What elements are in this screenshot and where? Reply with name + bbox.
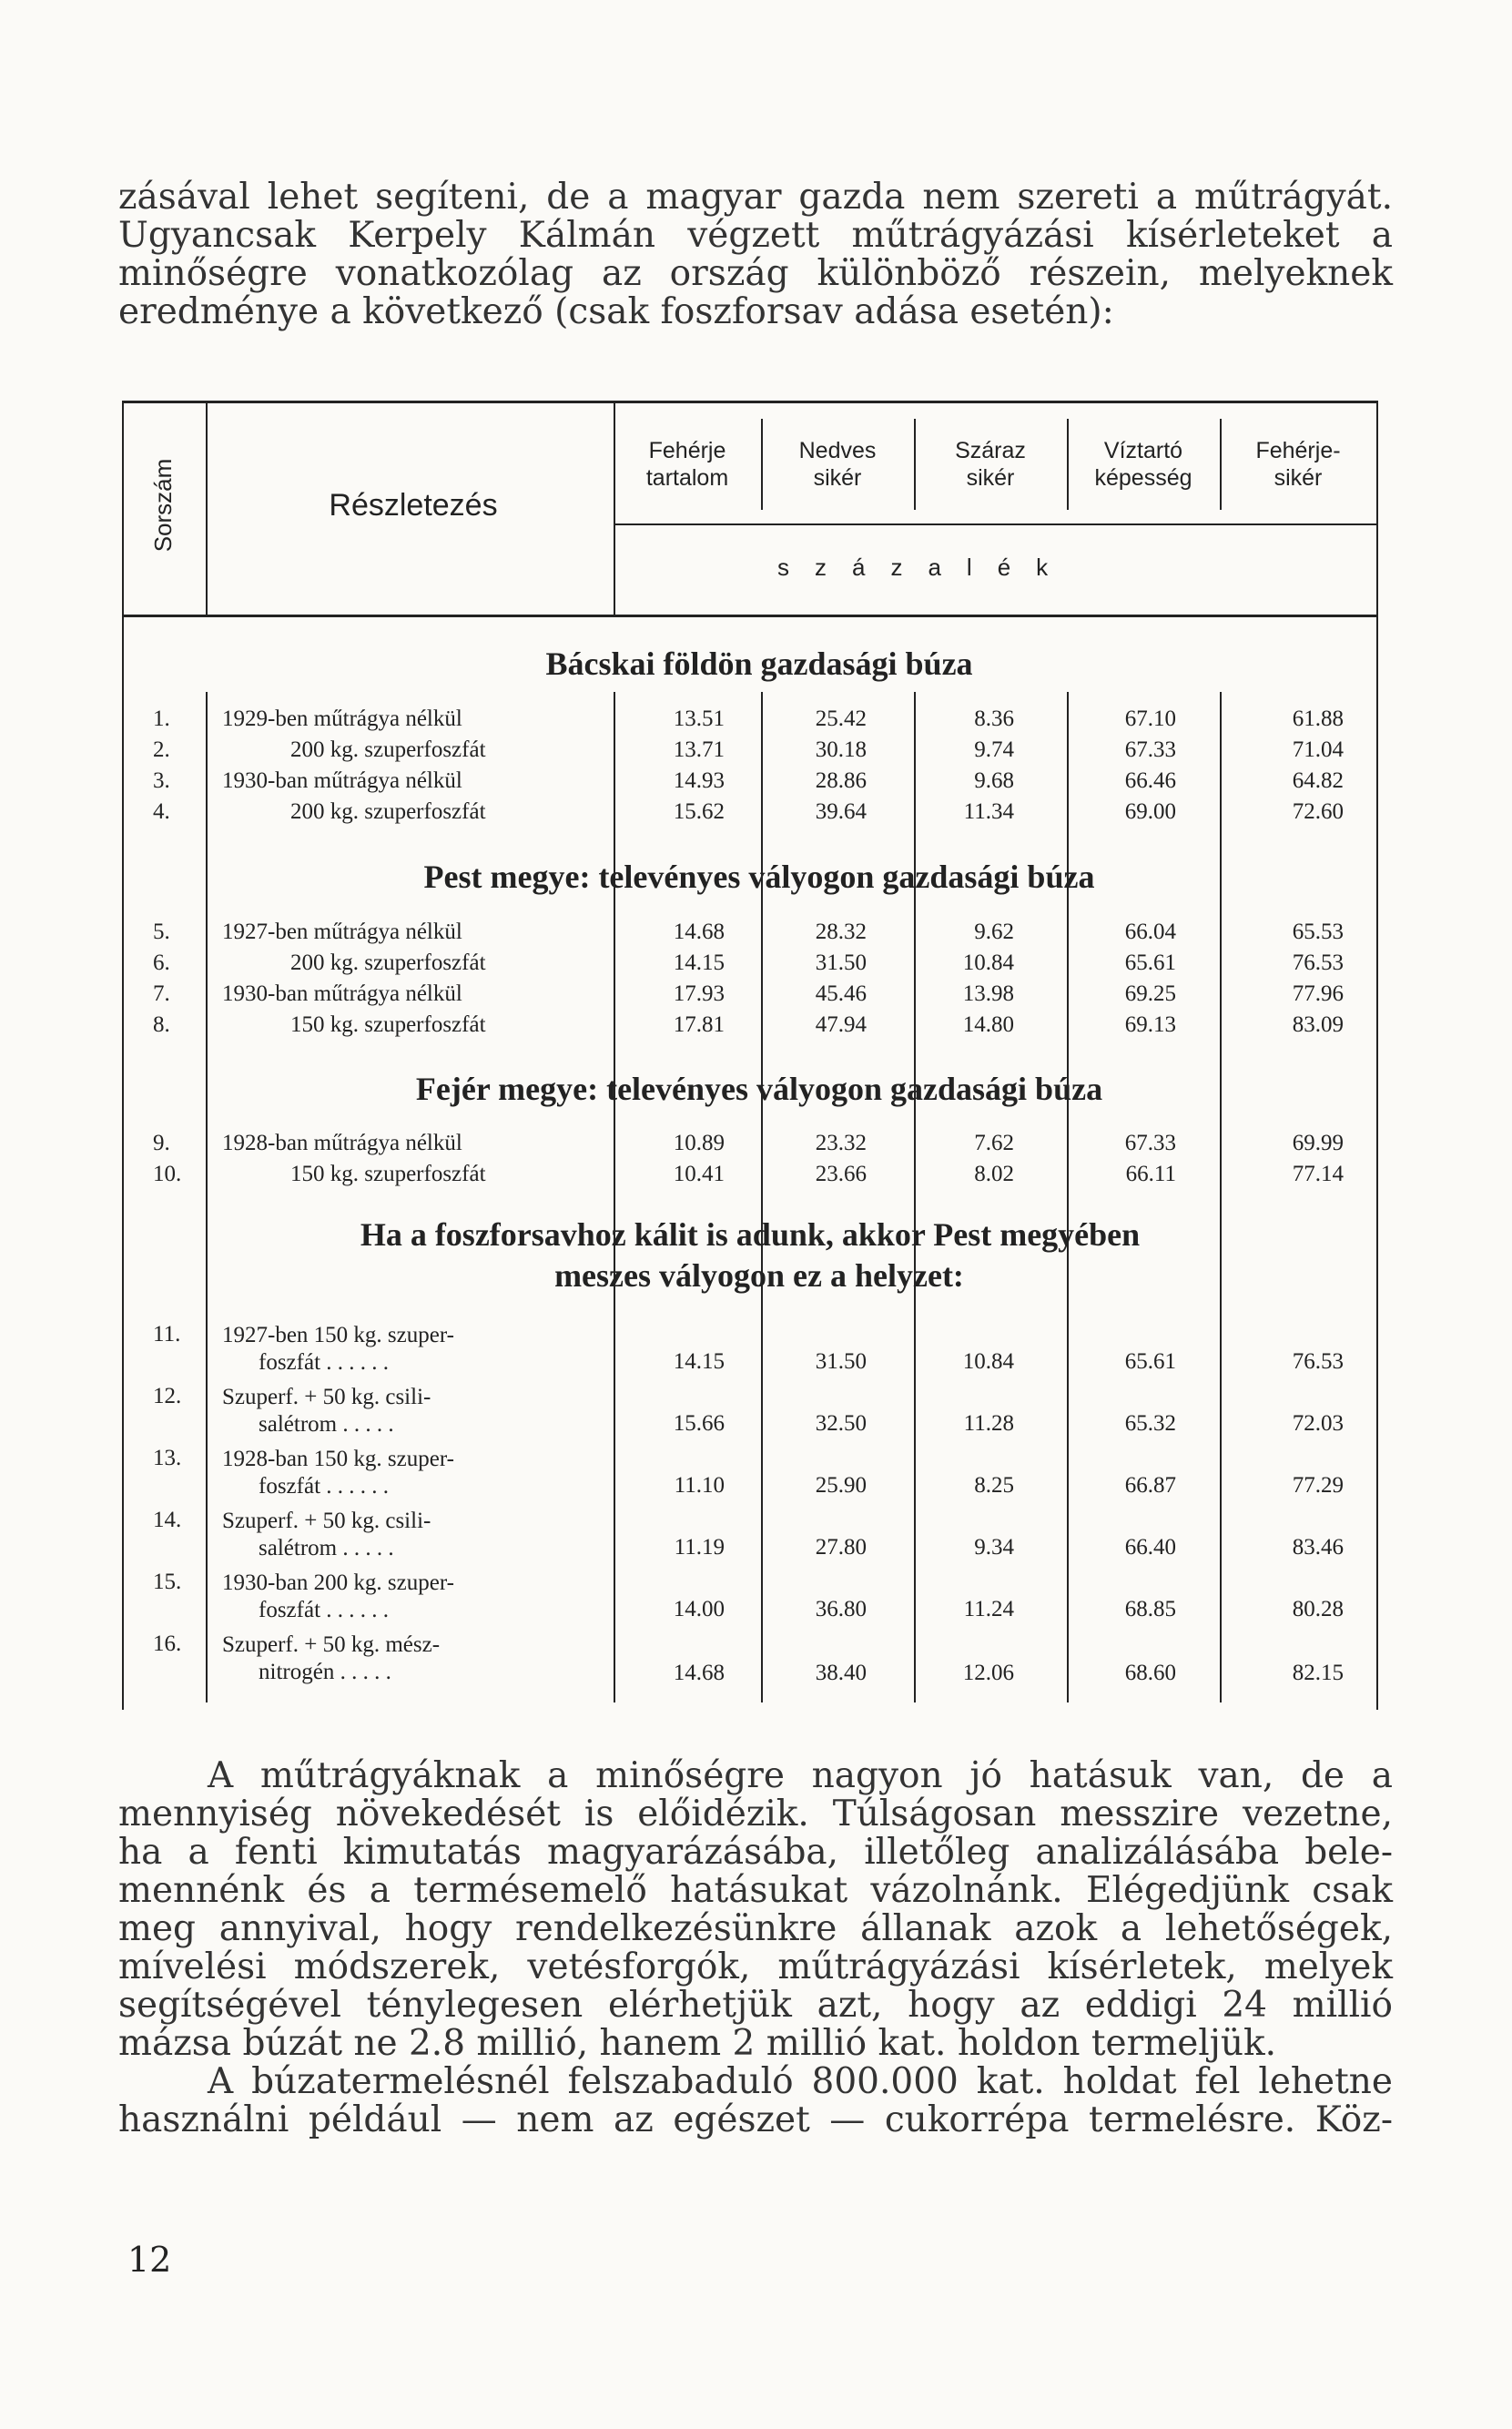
body-line: mennyiség növekedését is előidézik. Túlságosan messzire vezetne, [118, 1794, 1393, 1834]
row-number: 12. [153, 1384, 182, 1408]
body-line: mázsa búzát ne 2.8 millió, hanem 2 millió kat. holdon termeljük. [118, 2023, 1277, 2064]
cell-feherje-siker: 76.53 [1292, 950, 1344, 975]
row-number: 4. [153, 799, 170, 824]
cell-viztarto: 66.87 [1124, 1473, 1176, 1498]
body-line: segítségével ténylegesen elérhetjük azt, hogy az eddigi 24 millió [118, 1985, 1393, 2026]
cell-viztarto: 67.33 [1124, 737, 1176, 762]
cell-feherje-siker: 77.96 [1292, 981, 1344, 1006]
cell-feherje-tartalom: 11.19 [674, 1535, 725, 1560]
cell-feherje-siker: 82.15 [1292, 1661, 1344, 1685]
row-description: 1929-ben műtrágya nélkül [222, 706, 462, 731]
cell-feherje-tartalom: 13.71 [673, 737, 725, 762]
header-col-line: sikér [1274, 465, 1323, 491]
cell-viztarto: 67.10 [1124, 706, 1176, 731]
cell-feherje-tartalom: 13.51 [673, 706, 725, 731]
header-unit-szazalek: százalék [777, 554, 1074, 581]
row-description: 200 kg. szuperfoszfát [290, 799, 486, 824]
header-col-viztarto-kepesseg [1067, 437, 1220, 492]
cell-nedves-siker: 39.64 [815, 799, 867, 824]
header-col-line: sikér [813, 465, 862, 491]
cell-szaraz-siker: 10.84 [962, 1349, 1014, 1374]
cell-feherje-tartalom: 14.93 [673, 768, 725, 793]
cell-feherje-siker: 69.99 [1292, 1131, 1344, 1155]
body-line: ha a fenti kimutatás magyarázásába, illetőleg analizálásába bele- [118, 1832, 1393, 1873]
row-description [222, 1322, 454, 1377]
row-number: 9. [153, 1131, 170, 1155]
cell-szaraz-siker: 11.28 [963, 1411, 1014, 1436]
cell-nedves-siker: 23.66 [815, 1162, 867, 1186]
header-col-nedves-siker [761, 437, 914, 492]
header-col-line: Nedves [798, 438, 877, 463]
cell-feherje-tartalom: 17.93 [673, 981, 725, 1006]
header-col-line: sikér [966, 465, 1015, 491]
section-title-pest: Pest megye: televényes vályogon gazdasági búza [423, 859, 1095, 895]
cell-szaraz-siker: 10.84 [962, 950, 1014, 975]
cell-feherje-tartalom: 15.66 [673, 1411, 725, 1436]
cell-feherje-tartalom: 14.68 [673, 1661, 725, 1685]
cell-viztarto: 66.40 [1124, 1535, 1176, 1560]
row-number: 5. [153, 920, 170, 944]
cell-viztarto: 69.00 [1124, 799, 1176, 824]
row-description [222, 1508, 431, 1562]
cell-viztarto: 66.04 [1124, 920, 1176, 944]
row-number: 8. [153, 1012, 170, 1037]
frame-right-line [1376, 401, 1378, 1710]
cell-viztarto: 66.11 [1125, 1162, 1176, 1186]
cell-feherje-siker: 61.88 [1292, 706, 1344, 731]
cell-viztarto: 67.33 [1124, 1131, 1176, 1155]
cell-feherje-siker: 77.14 [1292, 1162, 1344, 1186]
row-number: 11. [153, 1322, 181, 1347]
row-description-line: Szuperf. + 50 kg. csili- [222, 1385, 431, 1409]
row-description [222, 1446, 454, 1500]
header-col-line: Víztartó [1103, 438, 1183, 463]
cell-feherje-tartalom: 14.68 [673, 920, 725, 944]
cell-nedves-siker: 27.80 [815, 1535, 867, 1560]
body-divider [1220, 692, 1222, 1702]
row-description [222, 1384, 431, 1438]
row-number: 7. [153, 981, 170, 1006]
intro-line: minőségre vonatkozólag az ország különböző részein, melyeknek [118, 253, 1393, 294]
cell-feherje-siker: 76.53 [1292, 1349, 1344, 1374]
cell-szaraz-siker: 8.25 [974, 1473, 1014, 1498]
cell-feherje-siker: 80.28 [1292, 1597, 1344, 1621]
row-description: 1930-ban műtrágya nélkül [222, 768, 462, 793]
header-col-feherje-siker [1220, 437, 1376, 492]
header-col-feherje-tartalom [614, 437, 761, 492]
body-line: meg annyival, hogy rendelkezésünkre állanak azok a lehetőségek, [118, 1908, 1393, 1949]
cell-viztarto: 68.60 [1124, 1661, 1176, 1685]
row-number: 3. [153, 768, 170, 793]
row-description: 1930-ban műtrágya nélkül [222, 981, 462, 1006]
row-number: 15. [153, 1570, 182, 1594]
reszletezes-divider [614, 401, 615, 615]
section-title-pest-kali-2: meszes vályogon ez a helyzet: [554, 1257, 964, 1294]
row-number: 13. [153, 1446, 182, 1470]
cell-viztarto: 66.46 [1124, 768, 1176, 793]
cell-nedves-siker: 23.32 [815, 1131, 867, 1155]
cell-szaraz-siker: 7.62 [974, 1131, 1014, 1155]
body-line: mennénk és a termésemelő hatásukat vázolnánk. Elégedjünk csak [118, 1870, 1393, 1911]
row-description-line: salétrom . . . . . [259, 1412, 394, 1437]
cell-szaraz-siker: 14.80 [962, 1012, 1014, 1037]
body-line: A műtrágyáknak a minőségre nagyon jó hatásuk van, de a [208, 1755, 1393, 1796]
row-description: 200 kg. szuperfoszfát [290, 950, 486, 975]
cell-feherje-siker: 83.09 [1292, 1012, 1344, 1037]
row-description-line: foszfát . . . . . . [259, 1598, 390, 1622]
cell-viztarto: 68.85 [1124, 1597, 1176, 1621]
cell-szaraz-siker: 8.02 [974, 1162, 1014, 1186]
sorszam-divider [206, 401, 208, 615]
row-number: 2. [153, 737, 170, 762]
cell-feherje-tartalom: 15.62 [673, 799, 725, 824]
header-col-line: képesség [1094, 465, 1192, 491]
cell-nedves-siker: 28.32 [815, 920, 867, 944]
cell-nedves-siker: 25.42 [815, 706, 867, 731]
body-paragraph [118, 1757, 1393, 2139]
cell-nedves-siker: 28.86 [815, 768, 867, 793]
intro-paragraph [118, 178, 1393, 331]
body-line: használni például — nem az egészet — cukorrépa termelésre. Köz- [118, 2099, 1393, 2140]
body-divider [614, 692, 615, 1702]
cell-szaraz-siker: 9.34 [974, 1535, 1014, 1560]
unit-divider-rule [614, 523, 1378, 525]
row-description-line: nitrogén . . . . . [259, 1660, 391, 1684]
row-description: 150 kg. szuperfoszfát [290, 1012, 486, 1037]
cell-szaraz-siker: 8.36 [974, 706, 1014, 731]
cell-viztarto: 65.61 [1124, 950, 1176, 975]
row-number: 6. [153, 950, 170, 975]
cell-szaraz-siker: 11.34 [963, 799, 1014, 824]
cell-viztarto: 65.61 [1124, 1349, 1176, 1374]
cell-feherje-tartalom: 11.10 [674, 1473, 725, 1498]
table-top-rule [122, 401, 1378, 403]
row-description-line: foszfát . . . . . . [259, 1350, 390, 1375]
header-sorszam: Sorszám [148, 458, 177, 553]
row-description-line: foszfát . . . . . . [259, 1474, 390, 1499]
cell-viztarto: 69.25 [1124, 981, 1176, 1006]
header-col-line: Fehérje [648, 438, 726, 463]
cell-nedves-siker: 36.80 [815, 1597, 867, 1621]
cell-nedves-siker: 25.90 [815, 1473, 867, 1498]
cell-viztarto: 69.13 [1124, 1012, 1176, 1037]
cell-szaraz-siker: 9.68 [974, 768, 1014, 793]
cell-feherje-siker: 64.82 [1292, 768, 1344, 793]
row-description-line: salétrom . . . . . [259, 1536, 394, 1560]
section-title-fejer: Fejér megye: televényes vályogon gazdasági búza [415, 1071, 1103, 1107]
cell-feherje-siker: 83.46 [1292, 1535, 1344, 1560]
body-divider [761, 692, 763, 1702]
header-reszletezes: Részletezés [329, 488, 498, 523]
table-header-bottom-rule [122, 615, 1378, 617]
cell-feherje-tartalom: 17.81 [673, 1012, 725, 1037]
row-description: 150 kg. szuperfoszfát [290, 1162, 486, 1186]
cell-szaraz-siker: 9.74 [974, 737, 1014, 762]
cell-szaraz-siker: 11.24 [963, 1597, 1014, 1621]
row-number: 10. [153, 1162, 182, 1186]
row-description-line: 1927-ben 150 kg. szuper- [222, 1323, 454, 1347]
cell-viztarto: 65.32 [1124, 1411, 1176, 1436]
cell-feherje-tartalom: 10.89 [673, 1131, 725, 1155]
cell-feherje-siker: 77.29 [1292, 1473, 1344, 1498]
row-description: 1928-ban műtrágya nélkül [222, 1131, 462, 1155]
cell-feherje-tartalom: 10.41 [673, 1162, 725, 1186]
results-table [122, 401, 1378, 1710]
cell-feherje-siker: 72.03 [1292, 1411, 1344, 1436]
cell-nedves-siker: 30.18 [815, 737, 867, 762]
cell-feherje-tartalom: 14.00 [673, 1597, 725, 1621]
cell-nedves-siker: 45.46 [815, 981, 867, 1006]
cell-feherje-tartalom: 14.15 [673, 950, 725, 975]
body-line: A búzatermelésnél felszabaduló 800.000 kat. holdat fel lehetne [208, 2061, 1393, 2102]
header-col-line: Fehérje- [1255, 438, 1341, 463]
cell-szaraz-siker: 9.62 [974, 920, 1014, 944]
cell-nedves-siker: 32.50 [815, 1411, 867, 1436]
row-description: 1927-ben műtrágya nélkül [222, 920, 462, 944]
row-number: 16. [153, 1631, 182, 1656]
row-number: 1. [153, 706, 170, 731]
cell-szaraz-siker: 13.98 [962, 981, 1014, 1006]
row-description: 200 kg. szuperfoszfát [290, 737, 486, 762]
header-col-line: Száraz [955, 438, 1026, 463]
intro-line: Ugyancsak Kerpely Kálmán végzett műtrágyázási kísérleteket a [118, 215, 1393, 256]
row-number: 14. [153, 1508, 182, 1532]
body-divider [1067, 692, 1069, 1702]
section-title-pest-kali: Ha a foszforsavhoz kálit is adunk, akkor Pest megyében [360, 1216, 1141, 1253]
cell-nedves-siker: 47.94 [815, 1012, 867, 1037]
cell-nedves-siker: 31.50 [815, 950, 867, 975]
cell-feherje-siker: 72.60 [1292, 799, 1344, 824]
row-description-line: Szuperf. + 50 kg. csili- [222, 1509, 431, 1533]
row-description [222, 1631, 440, 1686]
intro-line: zásával lehet segíteni, de a magyar gazda nem szereti a műtrágyát. [118, 177, 1393, 218]
row-description-line: 1930-ban 200 kg. szuper- [222, 1570, 454, 1595]
body-line: mívelési módszerek, vetésforgók, műtrágyázási kísérletek, melyek [118, 1946, 1393, 1987]
row-description [222, 1570, 454, 1624]
section-title-bacska: Bácskai földön gazdasági búza [545, 645, 973, 682]
row-description-line: 1928-ban 150 kg. szuper- [222, 1447, 454, 1471]
page-number: 12 [127, 2240, 172, 2280]
row-description-line: Szuperf. + 50 kg. mész- [222, 1632, 441, 1657]
cell-szaraz-siker: 12.06 [962, 1661, 1014, 1685]
body-divider [206, 692, 208, 1702]
body-divider [914, 692, 916, 1702]
cell-feherje-siker: 65.53 [1292, 920, 1344, 944]
cell-feherje-siker: 71.04 [1292, 737, 1344, 762]
intro-line: eredménye a következő (csak foszforsav adása esetén): [118, 291, 1114, 332]
header-col-line: tartalom [645, 465, 729, 491]
frame-left-line [122, 401, 124, 1710]
cell-nedves-siker: 31.50 [815, 1349, 867, 1374]
cell-feherje-tartalom: 14.15 [673, 1349, 725, 1374]
header-col-szaraz-siker [914, 437, 1067, 492]
cell-nedves-siker: 38.40 [815, 1661, 867, 1685]
